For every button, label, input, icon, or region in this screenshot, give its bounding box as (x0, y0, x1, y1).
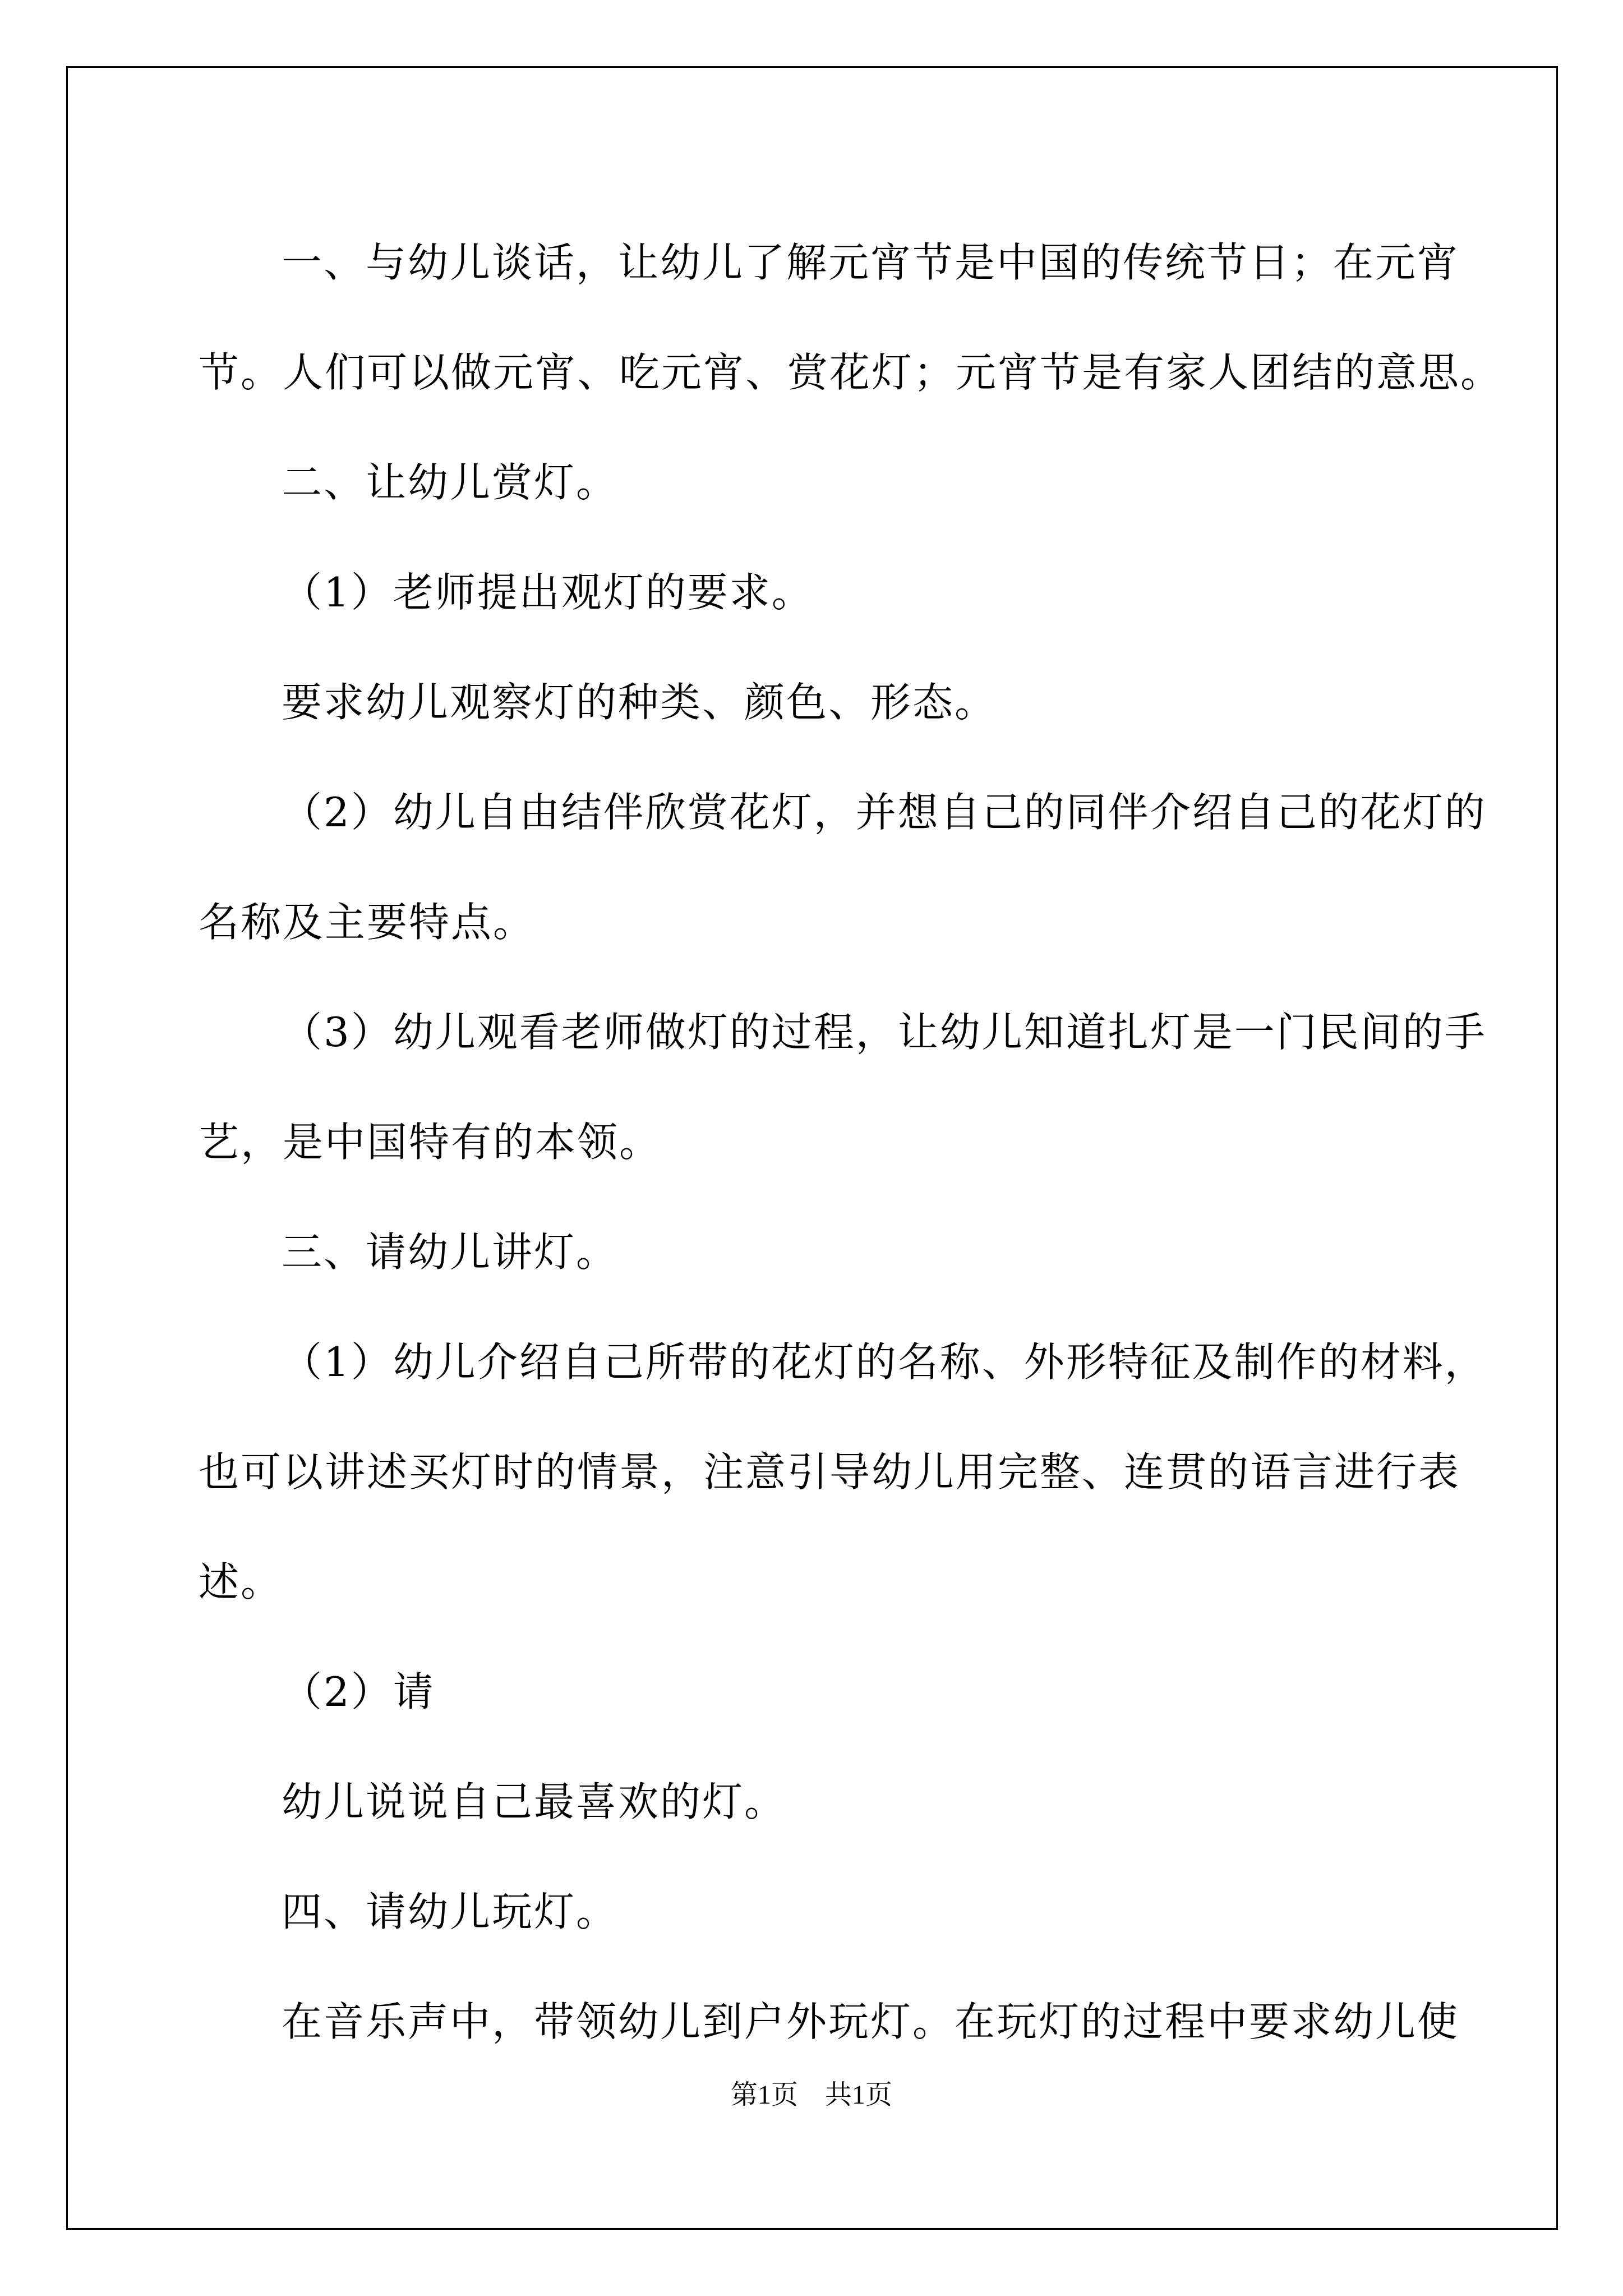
paragraph-line: 艺，是中国特有的本领。 (199, 1119, 662, 1166)
document-body (199, 208, 1503, 2077)
paragraph-line: 节。人们可以做元宵、吃元宵、赏花灯；元宵节是有家人团结的意思。 (199, 349, 1503, 396)
paragraph-line: 一、与幼儿谈话，让幼儿了解元宵节是中国的传统节日；在元宵 (282, 239, 1460, 286)
section-heading: 三、请幼儿讲灯。 (282, 1228, 619, 1276)
paragraph-line: （2）请 (282, 1668, 435, 1715)
paragraph-line: 幼儿说说自己最喜欢的灯。 (282, 1778, 787, 1825)
section-heading: 四、请幼儿玩灯。 (282, 1888, 619, 1935)
paragraph-line: 述。 (199, 1558, 283, 1605)
page-number-footer: 第1页 共1页 (730, 2080, 892, 2110)
paragraph-line: （3）幼儿观看老师做灯的过程，让幼儿知道扎灯是一门民间的手 (282, 1009, 1487, 1056)
paragraph-line: （1）老师提出观灯的要求。 (282, 569, 814, 616)
section-heading: 二、让幼儿赏灯。 (282, 459, 619, 506)
paragraph-line: （2）幼儿自由结伴欣赏花灯，并想自己的同伴介绍自己的花灯的 (282, 789, 1487, 836)
paragraph-line: （1）幼儿介绍自己所带的花灯的名称、外形特征及制作的材料， (282, 1338, 1487, 1386)
paragraph-line: 也可以讲述买灯时的情景，注意引导幼儿用完整、连贯的语言进行表 (199, 1448, 1461, 1496)
paragraph-line: 名称及主要特点。 (199, 899, 536, 946)
paragraph-line: 在音乐声中，带领幼儿到户外玩灯。在玩灯的过程中要求幼儿使 (282, 1998, 1460, 2045)
paragraph-line: 要求幼儿观察灯的种类、颜色、形态。 (282, 679, 997, 726)
